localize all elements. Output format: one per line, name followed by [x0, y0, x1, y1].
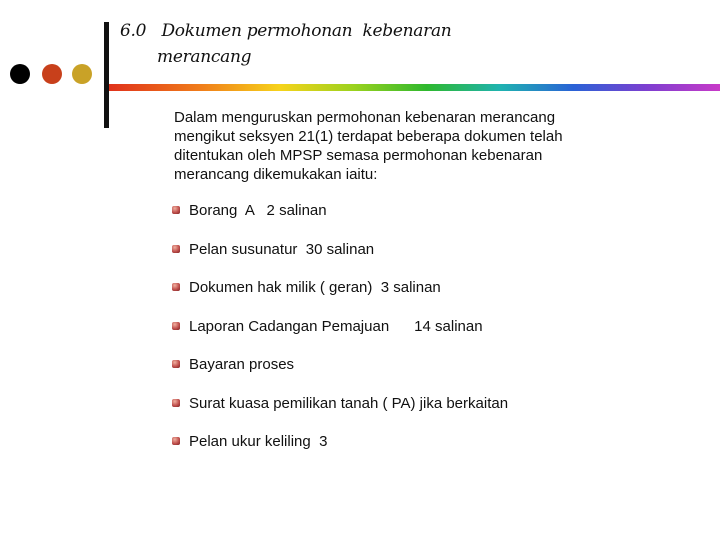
list-item [172, 316, 508, 355]
decorative-dot-gold [72, 64, 92, 84]
list-item [172, 393, 508, 432]
list-item [172, 431, 508, 470]
list-item-text: Bayaran proses [189, 356, 295, 373]
list-item-text: Laporan Cadangan Pemajuan 14 salinan [189, 317, 483, 335]
list-item [172, 200, 508, 239]
bullet-icon [172, 399, 180, 407]
list-item-text: Borang A 2 salinan [189, 202, 327, 219]
slide-title-line-2: merancang [157, 47, 252, 67]
decorative-dot-red [42, 64, 62, 84]
list-item-text: Pelan susunatur 30 salinan [189, 240, 375, 258]
document-list [172, 200, 508, 470]
bullet-icon [172, 283, 180, 291]
bullet-icon [172, 245, 180, 253]
list-item [172, 354, 508, 393]
bullet-icon [172, 360, 180, 368]
list-item-text: Dokumen hak milik ( geran) 3 salinan [189, 279, 441, 296]
list-item [172, 277, 508, 316]
bullet-icon [172, 437, 180, 445]
slide-title-line-1: 6.0 Dokumen permohonan kebenaran [120, 21, 452, 41]
slide-title [120, 18, 451, 70]
list-item-text: Surat kuasa pemilikan tanah ( PA) jika berkaitan [189, 394, 509, 412]
bullet-icon [172, 322, 180, 330]
decorative-dot-black [10, 64, 30, 84]
title-vertical-bar [104, 22, 109, 128]
rainbow-divider [109, 84, 720, 91]
bullet-icon [172, 206, 180, 214]
intro-paragraph: Dalam menguruskan permohonan kebenaran merancang mengikut seksyen 21(1) terdapat beberapa dokumen telah ditentukan oleh MPSP semasa permohonan kebenaran merancang dikemukakan iaitu: [174, 109, 563, 183]
list-item [172, 239, 508, 278]
list-item-text: Pelan ukur keliling 3 [189, 433, 328, 450]
